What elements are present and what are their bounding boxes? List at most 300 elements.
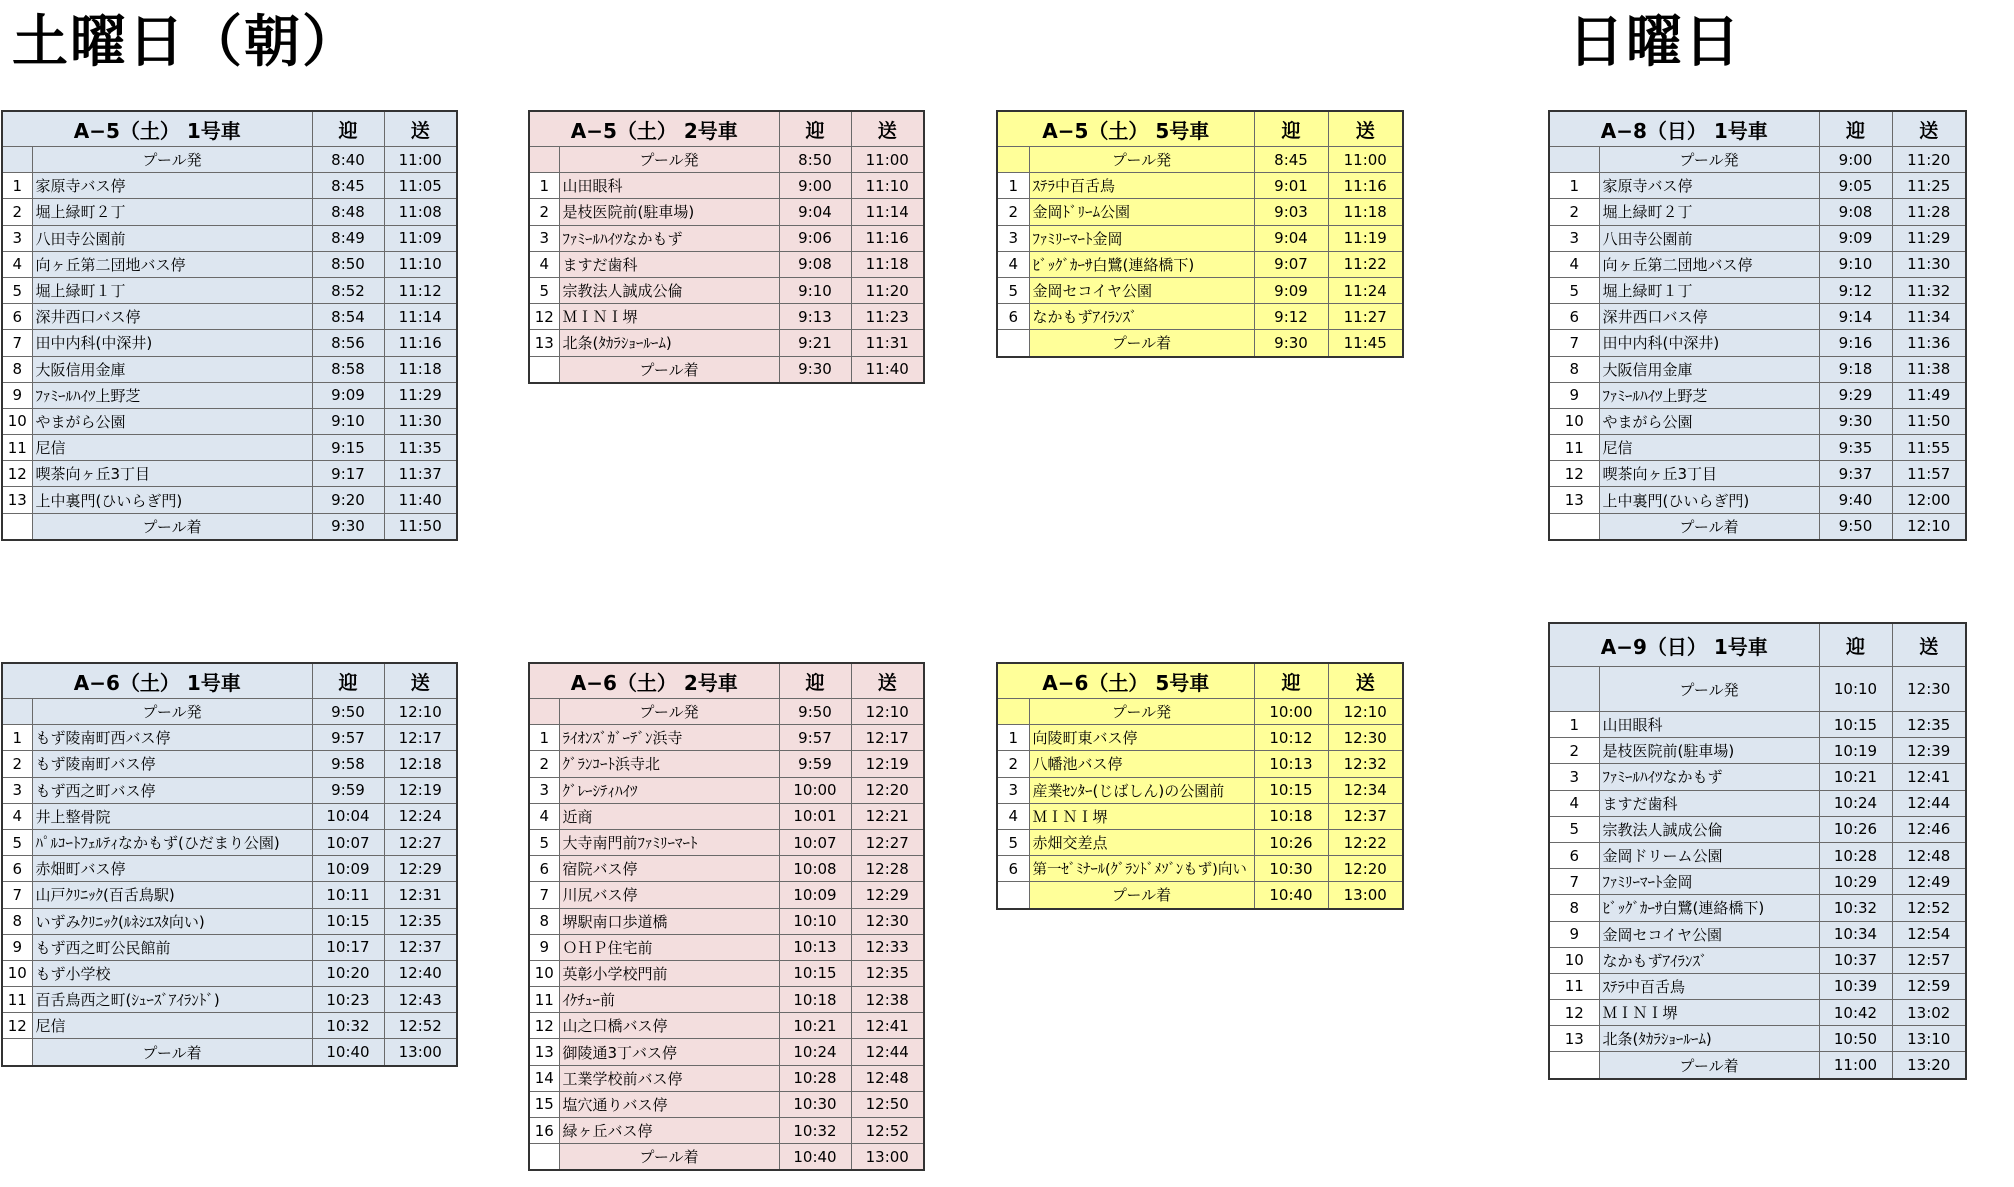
timetable-t8 <box>1548 622 1967 1080</box>
dropoff-time: 12:31 <box>384 882 457 908</box>
pickup-time: 8:50 <box>779 147 851 173</box>
table-row <box>529 882 924 908</box>
dropoff-time: 13:02 <box>1892 1000 1966 1026</box>
pickup-time: 9:58 <box>312 751 384 777</box>
table-header-row <box>529 111 924 147</box>
dropoff-time: 12:29 <box>384 856 457 882</box>
row-number <box>997 147 1029 173</box>
stop-name: 宗教法人誠成公倫 <box>1599 816 1819 842</box>
table-row <box>1549 304 1966 330</box>
stop-name: プール発 <box>32 147 312 173</box>
table-row <box>1549 173 1966 199</box>
pickup-time: 10:40 <box>779 1144 851 1171</box>
pickup-time: 10:15 <box>1819 712 1892 738</box>
pickup-time: 9:30 <box>1254 330 1328 357</box>
row-number: 8 <box>1549 895 1599 921</box>
pickup-time: 10:24 <box>1819 790 1892 816</box>
stop-name: ﾌｧﾐｰﾙﾊｲﾂなかもず <box>1599 764 1819 790</box>
table-row <box>529 1118 924 1144</box>
row-number: 3 <box>997 777 1029 803</box>
pickup-time: 10:40 <box>312 1039 384 1066</box>
saturday-heading: 土曜日（朝） <box>12 10 360 75</box>
pickup-time: 9:50 <box>1819 513 1892 540</box>
pickup-time: 10:26 <box>1819 816 1892 842</box>
dropoff-time: 11:50 <box>1892 408 1966 434</box>
dropoff-time: 12:39 <box>1892 738 1966 764</box>
stop-name: プール発 <box>1029 147 1254 173</box>
pool-departure-row <box>2 699 457 725</box>
dropoff-time: 12:46 <box>1892 816 1966 842</box>
table-row <box>2 173 457 199</box>
table-row <box>1549 225 1966 251</box>
stop-name: もず西之町バス停 <box>32 777 312 803</box>
stop-name: 大阪信用金庫 <box>32 356 312 382</box>
row-number: 2 <box>1549 199 1599 225</box>
pickup-time: 9:10 <box>312 408 384 434</box>
stop-name: ｲｹﾁｭｰ前 <box>559 987 779 1013</box>
dropoff-time: 11:09 <box>384 225 457 251</box>
pickup-time: 10:17 <box>312 934 384 960</box>
row-number: 3 <box>2 225 32 251</box>
stop-name: プール着 <box>559 356 779 383</box>
dropoff-time: 11:34 <box>1892 304 1966 330</box>
table-row <box>2 908 457 934</box>
table-row <box>1549 408 1966 434</box>
pickup-time: 9:04 <box>779 199 851 225</box>
table-row <box>997 173 1403 199</box>
dropoff-time: 13:10 <box>1892 1026 1966 1052</box>
sunday-heading: 日曜日 <box>1568 10 1742 75</box>
table-row <box>1549 382 1966 408</box>
stop-name: プール着 <box>559 1144 779 1171</box>
stop-name: 産業ｾﾝﾀｰ(じばしん)の公園前 <box>1029 777 1254 803</box>
pickup-time: 9:00 <box>1819 147 1892 173</box>
row-number: 2 <box>997 751 1029 777</box>
table-row <box>529 1013 924 1039</box>
pickup-time: 9:12 <box>1254 304 1328 330</box>
pickup-time: 9:57 <box>312 725 384 751</box>
pickup-time: 9:09 <box>1819 225 1892 251</box>
dropoff-time: 11:18 <box>851 251 924 277</box>
table-header-row <box>1549 111 1966 147</box>
row-number: 9 <box>2 934 32 960</box>
stop-name: 尼信 <box>1599 435 1819 461</box>
route-title: A−5（土） 1号車 <box>2 111 312 147</box>
pickup-time: 9:07 <box>1254 251 1328 277</box>
row-number: 11 <box>529 987 559 1013</box>
stop-name: もず陵南町バス停 <box>32 751 312 777</box>
row-number: 13 <box>2 487 32 513</box>
row-number: 12 <box>1549 1000 1599 1026</box>
dropoff-time: 11:00 <box>1328 147 1403 173</box>
stop-name: ﾌｧﾐﾘｰﾏｰﾄ金岡 <box>1029 225 1254 251</box>
dropoff-time: 12:49 <box>1892 869 1966 895</box>
stop-name: 堀上緑町２丁 <box>1599 199 1819 225</box>
dropoff-time: 11:40 <box>851 356 924 383</box>
stop-name: 上中裏門(ひいらぎ門) <box>32 487 312 513</box>
pickup-time: 9:06 <box>779 225 851 251</box>
route-title: A−5（土） 2号車 <box>529 111 779 147</box>
pickup-time: 9:10 <box>1819 251 1892 277</box>
stop-name: もず小学校 <box>32 960 312 986</box>
row-number: 15 <box>529 1091 559 1117</box>
row-number: 1 <box>529 725 559 751</box>
stop-name: プール発 <box>559 699 779 725</box>
pickup-time: 9:30 <box>779 356 851 383</box>
stop-name: 宿院バス停 <box>559 856 779 882</box>
pickup-time: 10:34 <box>1819 921 1892 947</box>
stop-name: 家原寺バス停 <box>32 173 312 199</box>
dropoff-time: 12:17 <box>384 725 457 751</box>
pickup-time: 10:30 <box>1254 856 1328 882</box>
dropoff-time: 12:34 <box>1328 777 1403 803</box>
row-number: 5 <box>2 277 32 303</box>
dropoff-time: 12:32 <box>1328 751 1403 777</box>
row-number: 4 <box>1549 251 1599 277</box>
pickup-time: 9:16 <box>1819 330 1892 356</box>
pickup-time: 8:40 <box>312 147 384 173</box>
stop-name: ﾋﾞｯｸﾞｶｰｻ白鷺(連絡橋下) <box>1029 251 1254 277</box>
table-row <box>2 461 457 487</box>
dropoff-time: 12:40 <box>384 960 457 986</box>
stop-name: 堀上緑町１丁 <box>32 277 312 303</box>
table-row <box>2 777 457 803</box>
dropoff-time: 11:29 <box>384 382 457 408</box>
dropoff-column-header: 送 <box>1328 111 1403 147</box>
timetable-t5 <box>1 662 458 1067</box>
row-number <box>529 356 559 383</box>
pickup-time: 9:59 <box>312 777 384 803</box>
pickup-time: 10:32 <box>779 1118 851 1144</box>
table-row <box>1549 790 1966 816</box>
dropoff-time: 12:29 <box>851 882 924 908</box>
stop-name: プール発 <box>559 147 779 173</box>
stop-name: 尼信 <box>32 1013 312 1039</box>
table-row <box>997 251 1403 277</box>
row-number: 9 <box>529 934 559 960</box>
dropoff-time: 11:38 <box>1892 356 1966 382</box>
table-row <box>2 882 457 908</box>
dropoff-time: 12:20 <box>1328 856 1403 882</box>
row-number: 6 <box>2 856 32 882</box>
pickup-time: 9:37 <box>1819 461 1892 487</box>
table-row <box>997 777 1403 803</box>
row-number: 2 <box>1549 738 1599 764</box>
row-number: 1 <box>1549 173 1599 199</box>
table-row <box>1549 199 1966 225</box>
row-number: 12 <box>529 1013 559 1039</box>
stop-name: プール発 <box>1599 147 1819 173</box>
dropoff-time: 12:30 <box>1892 667 1966 712</box>
pickup-time: 9:57 <box>779 725 851 751</box>
pickup-time: 9:08 <box>1819 199 1892 225</box>
table-row <box>2 251 457 277</box>
stop-name: ますだ歯科 <box>559 251 779 277</box>
dropoff-time: 11:49 <box>1892 382 1966 408</box>
row-number: 4 <box>997 803 1029 829</box>
route-title: A−8（日） 1号車 <box>1549 111 1819 147</box>
stop-name: 金岡ﾄﾞﾘｰﾑ公園 <box>1029 199 1254 225</box>
row-number: 10 <box>2 960 32 986</box>
stop-name: 田中内科(中深井) <box>1599 330 1819 356</box>
row-number <box>529 1144 559 1171</box>
dropoff-time: 12:59 <box>1892 973 1966 999</box>
dropoff-time: 12:43 <box>384 987 457 1013</box>
dropoff-time: 11:14 <box>384 304 457 330</box>
table-row <box>2 356 457 382</box>
table-row <box>1549 921 1966 947</box>
stop-name: なかもずｱｲﾗﾝｽﾞ <box>1599 947 1819 973</box>
row-number: 12 <box>529 304 559 330</box>
table-row <box>2 199 457 225</box>
table-row <box>1549 461 1966 487</box>
pickup-column-header: 迎 <box>1254 663 1328 699</box>
table-row <box>997 856 1403 882</box>
table-row <box>529 934 924 960</box>
pickup-time: 10:21 <box>779 1013 851 1039</box>
pickup-time: 10:50 <box>1819 1026 1892 1052</box>
table-header-row <box>1549 623 1966 667</box>
dropoff-time: 12:10 <box>851 699 924 725</box>
table-row <box>1549 764 1966 790</box>
table-row <box>529 908 924 934</box>
dropoff-time: 12:38 <box>851 987 924 1013</box>
dropoff-column-header: 送 <box>1892 111 1966 147</box>
pickup-time: 8:45 <box>312 173 384 199</box>
table-row <box>529 1091 924 1117</box>
table-row <box>2 435 457 461</box>
table-row <box>997 199 1403 225</box>
dropoff-time: 12:30 <box>851 908 924 934</box>
table-row <box>529 987 924 1013</box>
row-number: 1 <box>2 173 32 199</box>
row-number: 12 <box>2 1013 32 1039</box>
stop-name: 北条(ﾀｶﾗｼｮｰﾙｰﾑ) <box>1599 1026 1819 1052</box>
row-number: 4 <box>529 251 559 277</box>
pickup-time: 9:18 <box>1819 356 1892 382</box>
pickup-time: 10:37 <box>1819 947 1892 973</box>
pickup-time: 10:01 <box>779 803 851 829</box>
pickup-time: 10:23 <box>312 987 384 1013</box>
row-number: 3 <box>529 777 559 803</box>
table-row <box>529 751 924 777</box>
row-number: 2 <box>529 199 559 225</box>
dropoff-time: 11:16 <box>384 330 457 356</box>
pickup-time: 10:12 <box>1254 725 1328 751</box>
stop-name: 是枝医院前(駐車場) <box>1599 738 1819 764</box>
pickup-column-header: 迎 <box>1819 111 1892 147</box>
table-row <box>529 803 924 829</box>
row-number <box>2 1039 32 1066</box>
dropoff-time: 12:35 <box>384 908 457 934</box>
stop-name: 井上整骨院 <box>32 803 312 829</box>
pickup-time: 8:54 <box>312 304 384 330</box>
stop-name: 堀上緑町１丁 <box>1599 277 1819 303</box>
dropoff-time: 12:30 <box>1328 725 1403 751</box>
dropoff-time: 12:27 <box>851 829 924 855</box>
row-number: 11 <box>2 435 32 461</box>
stop-name: 向ヶ丘第二団地バス停 <box>1599 251 1819 277</box>
stop-name: 北条(ﾀｶﾗｼｮｰﾙｰﾑ) <box>559 330 779 356</box>
dropoff-time: 11:12 <box>384 277 457 303</box>
row-number <box>1549 1052 1599 1079</box>
pickup-time: 8:50 <box>312 251 384 277</box>
stop-name: プール発 <box>1029 699 1254 725</box>
table-row <box>529 725 924 751</box>
row-number <box>529 699 559 725</box>
dropoff-time: 12:20 <box>851 777 924 803</box>
row-number: 2 <box>2 199 32 225</box>
row-number: 6 <box>997 856 1029 882</box>
dropoff-time: 12:17 <box>851 725 924 751</box>
row-number: 13 <box>1549 1026 1599 1052</box>
dropoff-time: 12:21 <box>851 803 924 829</box>
pickup-time: 8:49 <box>312 225 384 251</box>
table-row <box>2 934 457 960</box>
row-number: 8 <box>529 908 559 934</box>
pickup-time: 10:40 <box>1254 882 1328 909</box>
row-number: 11 <box>1549 435 1599 461</box>
stop-name: やまがら公園 <box>1599 408 1819 434</box>
dropoff-time: 11:32 <box>1892 277 1966 303</box>
table-row <box>529 856 924 882</box>
dropoff-time: 12:22 <box>1328 829 1403 855</box>
table-row <box>1549 251 1966 277</box>
row-number <box>1549 147 1599 173</box>
row-number: 5 <box>997 829 1029 855</box>
pickup-time: 10:10 <box>1819 667 1892 712</box>
row-number <box>997 882 1029 909</box>
stop-name: なかもずｱｲﾗﾝｽﾞ <box>1029 304 1254 330</box>
table-row <box>1549 842 1966 868</box>
timetable-t1 <box>1 110 458 541</box>
pickup-time: 10:32 <box>1819 895 1892 921</box>
route-title: A−5（土） 5号車 <box>997 111 1254 147</box>
stop-name: いずみｸﾘﾆｯｸ(ﾙﾈｼｴｽﾀ向い) <box>32 908 312 934</box>
row-number: 5 <box>529 829 559 855</box>
table-row <box>997 751 1403 777</box>
dropoff-time: 11:27 <box>1328 304 1403 330</box>
pickup-time: 9:21 <box>779 330 851 356</box>
dropoff-time: 11:00 <box>851 147 924 173</box>
row-number <box>997 699 1029 725</box>
dropoff-time: 11:19 <box>1328 225 1403 251</box>
stop-name: 宗教法人誠成公倫 <box>559 277 779 303</box>
pickup-time: 10:29 <box>1819 869 1892 895</box>
row-number: 1 <box>529 173 559 199</box>
dropoff-time: 12:10 <box>1328 699 1403 725</box>
dropoff-time: 11:29 <box>1892 225 1966 251</box>
dropoff-time: 11:18 <box>384 356 457 382</box>
table-header-row <box>2 663 457 699</box>
stop-name: プール着 <box>1029 882 1254 909</box>
row-number <box>529 147 559 173</box>
stop-name: 赤畑交差点 <box>1029 829 1254 855</box>
stop-name: 田中内科(中深井) <box>32 330 312 356</box>
stop-name: ＭＩＮＩ堺 <box>1599 1000 1819 1026</box>
row-number <box>1549 513 1599 540</box>
table-row <box>2 829 457 855</box>
dropoff-time: 12:10 <box>384 699 457 725</box>
dropoff-time: 12:18 <box>384 751 457 777</box>
row-number: 8 <box>2 908 32 934</box>
stop-name: 近商 <box>559 803 779 829</box>
stop-name: 堺駅南口歩道橋 <box>559 908 779 934</box>
stop-name: 喫茶向ヶ丘3丁目 <box>1599 461 1819 487</box>
row-number: 16 <box>529 1118 559 1144</box>
pickup-time: 10:26 <box>1254 829 1328 855</box>
pickup-time: 10:20 <box>312 960 384 986</box>
table-row <box>2 330 457 356</box>
pickup-time: 10:32 <box>312 1013 384 1039</box>
stop-name: ﾌｧﾐﾘｰﾏｰﾄ金岡 <box>1599 869 1819 895</box>
pickup-time: 9:20 <box>312 487 384 513</box>
pickup-column-header: 迎 <box>1819 623 1892 667</box>
stop-name: ﾊﾟﾙｺｰﾄﾌｪﾙﾃｨなかもず(ひだまり公園) <box>32 829 312 855</box>
row-number: 7 <box>1549 330 1599 356</box>
row-number: 10 <box>1549 408 1599 434</box>
row-number <box>2 699 32 725</box>
table-row <box>997 304 1403 330</box>
row-number: 2 <box>997 199 1029 225</box>
timetable-t7 <box>996 662 1404 910</box>
stop-name: 川尻バス停 <box>559 882 779 908</box>
table-row <box>1549 816 1966 842</box>
pickup-column-header: 迎 <box>779 663 851 699</box>
row-number: 9 <box>1549 921 1599 947</box>
pickup-time: 10:09 <box>779 882 851 908</box>
dropoff-time: 12:52 <box>1892 895 1966 921</box>
row-number: 3 <box>2 777 32 803</box>
row-number: 14 <box>529 1065 559 1091</box>
dropoff-time: 13:00 <box>384 1039 457 1066</box>
stop-name: ますだ歯科 <box>1599 790 1819 816</box>
route-title: A−6（土） 5号車 <box>997 663 1254 699</box>
pickup-time: 10:42 <box>1819 1000 1892 1026</box>
row-number: 9 <box>2 382 32 408</box>
dropoff-time: 11:22 <box>1328 251 1403 277</box>
row-number: 6 <box>997 304 1029 330</box>
pickup-time: 8:45 <box>1254 147 1328 173</box>
stop-name: 是枝医院前(駐車場) <box>559 199 779 225</box>
dropoff-column-header: 送 <box>851 111 924 147</box>
pickup-time: 10:04 <box>312 803 384 829</box>
pickup-time: 10:19 <box>1819 738 1892 764</box>
table-row <box>2 382 457 408</box>
table-row <box>529 829 924 855</box>
route-title: A−9（日） 1号車 <box>1549 623 1819 667</box>
pickup-time: 9:30 <box>312 513 384 540</box>
dropoff-column-header: 送 <box>851 663 924 699</box>
dropoff-time: 12:33 <box>851 934 924 960</box>
dropoff-time: 12:35 <box>1892 712 1966 738</box>
pickup-time: 9:50 <box>779 699 851 725</box>
pickup-time: 9:09 <box>312 382 384 408</box>
pool-departure-row <box>2 147 457 173</box>
dropoff-column-header: 送 <box>1892 623 1966 667</box>
pickup-time: 10:13 <box>779 934 851 960</box>
row-number: 10 <box>1549 947 1599 973</box>
stop-name: ｽﾃﾗ中百舌鳥 <box>1029 173 1254 199</box>
stop-name: 山田眼科 <box>1599 712 1819 738</box>
row-number: 4 <box>997 251 1029 277</box>
dropoff-time: 13:00 <box>851 1144 924 1171</box>
table-row <box>997 725 1403 751</box>
dropoff-time: 11:28 <box>1892 199 1966 225</box>
row-number: 4 <box>529 803 559 829</box>
pickup-time: 9:50 <box>312 699 384 725</box>
dropoff-time: 11:31 <box>851 330 924 356</box>
